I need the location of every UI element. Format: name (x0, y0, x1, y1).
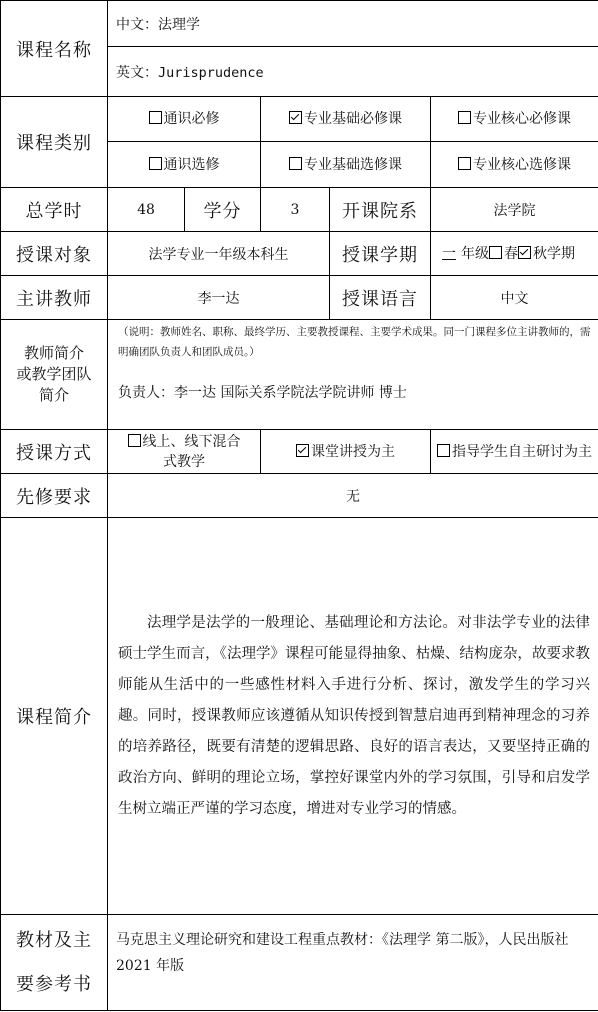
category-option-label: 专业基础必修课 (304, 111, 402, 127)
prerequisite-header: 先修要求 (1, 474, 108, 518)
mode-option-label: 课堂讲授为主 (311, 443, 395, 460)
term-spring-label: 春 (504, 245, 518, 262)
total-hours-value: 48 (108, 188, 185, 232)
course-name-en-prefix: 英文： (116, 64, 158, 81)
checkbox-icon[interactable] (437, 444, 450, 457)
team-note: （说明：教师姓名、职称、最终学历、主要教授课程、主要学术成果。同一门课程多位主讲教师的，需明确团队负责人和团队成员。） (118, 326, 591, 358)
language-header: 授课语言 (330, 276, 431, 320)
team-header-line2: 或教学团队 (16, 365, 92, 383)
team-header-line1: 教师简介 (23, 344, 84, 362)
credits-value: 3 (261, 188, 330, 232)
category-option-label: 通识必修 (163, 111, 220, 127)
term-year-suffix: 年级 (461, 245, 489, 262)
department-header: 开课院系 (330, 188, 431, 232)
team-intro-header (1, 320, 108, 430)
team-lead: 负责人：李一达 国际关系学院法学院讲师 博士 (118, 385, 407, 401)
category-option-general-elective[interactable] (108, 142, 261, 188)
course-name-en (108, 47, 598, 97)
category-option-label: 通识选修 (163, 156, 220, 173)
category-option-major-basic-required[interactable] (261, 97, 431, 142)
prerequisite-value: 无 (108, 474, 598, 518)
audience-header: 授课对象 (1, 232, 108, 276)
total-hours-header: 总学时 (1, 188, 108, 232)
course-name-cn: 中文：法理学 (108, 1, 598, 47)
mode-option-lecture[interactable] (261, 430, 431, 474)
category-option-major-core-required[interactable] (431, 97, 598, 142)
textbook-content (108, 915, 598, 1011)
checkbox-icon[interactable] (458, 157, 471, 170)
language-value: 中文 (431, 276, 598, 320)
category-option-label: 专业基础选修课 (304, 156, 402, 173)
checkbox-checked-icon[interactable] (289, 111, 302, 124)
mode-option-label: 指导学生自主研讨为主 (452, 443, 593, 460)
lecturer-header: 主讲教师 (1, 276, 108, 320)
checkbox-icon[interactable] (149, 111, 162, 124)
category-option-label: 专业核心必修课 (473, 111, 572, 127)
category-option-general-required[interactable] (108, 97, 261, 142)
team-intro-content (108, 320, 598, 430)
course-intro-content (108, 518, 598, 915)
department-value: 法学院 (431, 188, 598, 232)
audience-value: 法学专业一年级本科生 (108, 232, 330, 276)
term-value (431, 232, 598, 276)
lecturer-value: 李一达 (108, 276, 330, 320)
textbook-header (1, 915, 108, 1011)
checkbox-icon[interactable] (458, 111, 471, 124)
category-option-label: 专业核心选修课 (473, 156, 572, 173)
category-option-major-basic-elective[interactable] (261, 142, 431, 188)
checkbox-checked-icon[interactable] (296, 444, 309, 457)
term-header: 授课学期 (330, 232, 431, 276)
spring-checkbox-icon[interactable] (489, 246, 502, 259)
course-category-header: 课程类别 (1, 97, 108, 188)
term-year: 一 (442, 245, 456, 262)
course-name-en-value: Jurisprudence (158, 64, 264, 81)
mode-option-self-study[interactable] (431, 430, 598, 474)
course-intro-header: 课程简介 (1, 518, 108, 915)
textbook-header-line2: 要参考书 (16, 973, 92, 995)
checkbox-icon[interactable] (289, 157, 302, 170)
mode-option-label: 线上、线下混合式教学 (142, 433, 241, 470)
checkbox-icon[interactable] (149, 157, 162, 170)
course-name-header: 课程名称 (1, 1, 108, 97)
autumn-checkbox-icon[interactable] (518, 246, 531, 259)
term-autumn-label: 秋学期 (533, 245, 575, 262)
textbook-header-line1: 教材及主 (16, 929, 92, 951)
course-intro-text: 法理学是法学的一般理论、基础理论和方法论。对非法学专业的法律硕士学生而言，《法理学》课程可能显得抽象、枯燥、结构庞杂，故要求教师能从生活中的一些感性材料入手进行分析、探讨，激发学生的学习兴趣。同时，授课教师应该遵循从知识传授到智慧启迪再到精神理念的习养的培养路径，既要有清楚的逻辑思路、良好的语言表达，又要坚持正确的政治方向、鲜明的理论立场，掌控好课堂内外的学习氛围，引导和启发学生树立端正严谨的学习态度，增进对专业学习的情感。 (118, 614, 591, 817)
textbook-text: 马克思主义理论研究和建设工程重点教材：《法理学 第二版》，人民出版社 2021 年版 (116, 932, 569, 974)
mode-option-blended[interactable] (108, 430, 261, 474)
team-header-line3: 简介 (38, 386, 69, 404)
checkbox-icon[interactable] (128, 434, 141, 447)
category-option-major-core-elective[interactable] (431, 142, 598, 188)
teaching-mode-header: 授课方式 (1, 430, 108, 474)
credits-header: 学分 (185, 188, 261, 232)
